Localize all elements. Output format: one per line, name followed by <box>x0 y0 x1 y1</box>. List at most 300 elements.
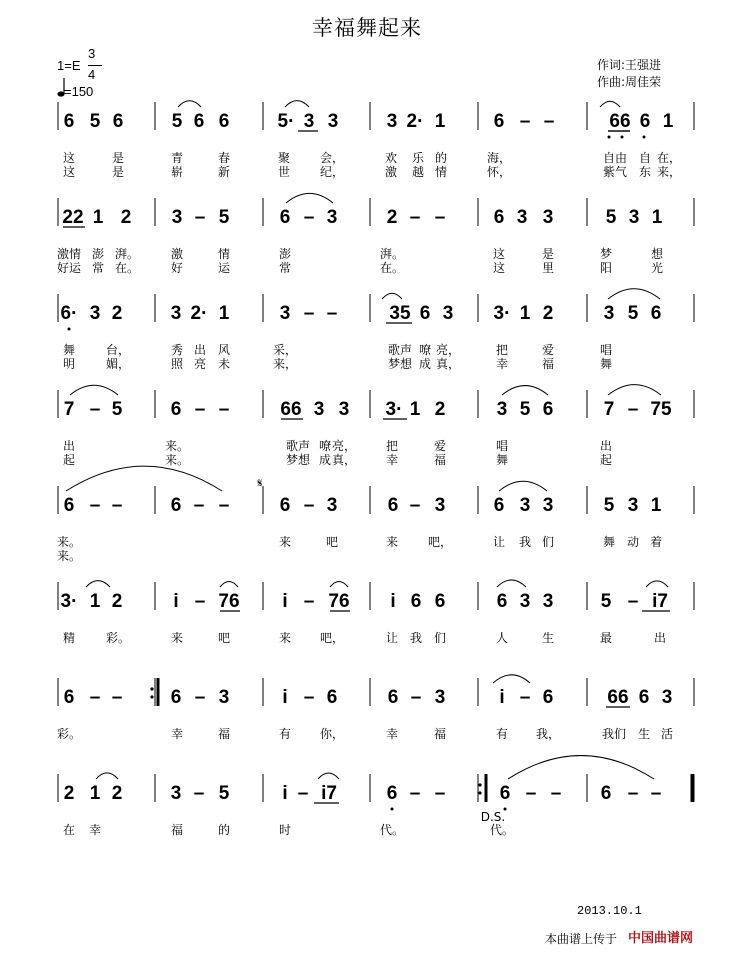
note: 3 <box>542 495 554 516</box>
note: 3 <box>434 687 446 708</box>
time-signature-bottom: 4 <box>88 67 96 82</box>
note: 66 <box>280 399 302 420</box>
note: 6 <box>193 111 205 132</box>
note: 2 <box>386 207 398 228</box>
note: i7 <box>321 783 337 804</box>
note: i <box>282 783 288 804</box>
lyric-verse-1: 让 <box>385 631 399 645</box>
lyric-verse-1: 彩。 <box>105 631 131 645</box>
note: 6 <box>419 303 431 324</box>
note: – <box>543 111 555 132</box>
lyric-verse-2: 情 <box>434 165 448 179</box>
note: 6 <box>434 591 446 612</box>
note: 3 <box>170 783 182 804</box>
tie-arc <box>608 385 661 395</box>
note: 3 <box>279 303 291 324</box>
note: 3· <box>385 399 403 420</box>
lyric-verse-1: 风 <box>217 343 231 357</box>
note: 22 <box>62 207 84 228</box>
note: 3 <box>603 303 615 324</box>
lyric-verse-2: 梦想 <box>285 453 311 467</box>
note: 2 <box>120 207 132 228</box>
note: 3 <box>338 399 350 420</box>
lyric-verse-1: 时 <box>278 823 292 837</box>
lyric-verse-1: 吧， <box>319 631 345 645</box>
lyric-verse-1: 聚 <box>277 151 291 165</box>
note: – <box>218 399 230 420</box>
note: 5 <box>605 207 617 228</box>
lyric-verse-2: 来， <box>656 165 682 179</box>
lyric-verse-1: 湃。 <box>114 247 140 261</box>
lyric-verse-1: 梦 <box>599 247 613 261</box>
lyric-verse-1: 来。 <box>56 535 82 549</box>
lyric-verse-1: 想 <box>650 247 664 261</box>
lyric-verse-1: 舞 <box>602 535 616 549</box>
note: 6 <box>493 207 505 228</box>
lyric-verse-1: 幸 <box>88 823 102 837</box>
tie-arc <box>382 293 402 299</box>
lyric-verse-1: 激情 <box>56 247 82 261</box>
lyric-verse-2: 阳 <box>599 261 613 275</box>
note: – <box>193 495 205 516</box>
note: 5· <box>277 111 295 132</box>
note: i <box>390 591 396 612</box>
lyric-verse-1: 福 <box>170 823 184 837</box>
note: – <box>218 495 230 516</box>
note: 1 <box>662 111 674 132</box>
lyric-verse-2: 好运 <box>56 261 82 275</box>
note: 1 <box>519 303 531 324</box>
lyric-verse-2: 来。 <box>56 549 82 563</box>
note: 7 <box>63 399 75 420</box>
note: 75 <box>650 399 672 420</box>
tie-arc <box>285 101 309 107</box>
tie-arc <box>318 773 339 779</box>
note: – <box>194 687 206 708</box>
tie-arc <box>646 581 668 587</box>
note: 6 <box>410 591 422 612</box>
lyric-verse-1: 的 <box>434 151 448 165</box>
lyric-verse-1: 们 <box>433 631 447 645</box>
lyric-verse-2: 明 <box>62 357 76 371</box>
note: – <box>89 495 101 516</box>
note: 6 <box>63 111 75 132</box>
note: – <box>627 783 639 804</box>
note: – <box>89 399 101 420</box>
note: 1 <box>650 495 662 516</box>
lyric-verse-2: 舞 <box>599 357 613 371</box>
lyric-verse-2: 这 <box>492 261 506 275</box>
lyric-verse-2: 纪， <box>319 165 345 179</box>
note: 3 <box>519 495 531 516</box>
note: i <box>282 591 288 612</box>
note: 3 <box>218 687 230 708</box>
note: 3 <box>326 495 338 516</box>
lyric-verse-2: 好 <box>170 261 184 275</box>
lyric-verse-2: 紫气 <box>602 165 628 179</box>
note: – <box>550 783 562 804</box>
note: 2 <box>111 303 123 324</box>
composer-credit: 作曲:周佳荣 <box>597 75 662 89</box>
lyric-verse-2: 真， <box>331 453 357 467</box>
tie-arc <box>497 580 526 587</box>
note: 1 <box>89 591 101 612</box>
lyric-verse-2: 成 <box>418 357 432 371</box>
note: 2 <box>111 591 123 612</box>
lyric-verse-1: 澎 <box>91 247 105 261</box>
lyric-verse-2: 崭 <box>170 165 184 179</box>
note: 1 <box>434 111 446 132</box>
lyric-verse-1: 爱 <box>433 439 447 453</box>
lyric-verse-1: 动 <box>626 535 640 549</box>
lyric-verse-1: 生 <box>541 631 555 645</box>
site-logo: 中国曲谱网 <box>628 931 694 946</box>
time-signature-top: 3 <box>88 46 96 61</box>
lyric-verse-1: 来 <box>278 631 292 645</box>
lyric-verse-1: 福 <box>433 727 447 741</box>
lyric-verse-1: 来 <box>385 535 399 549</box>
lyric-verse-1: 有 <box>278 727 292 741</box>
note: 6 <box>493 111 505 132</box>
note: 66 <box>609 111 631 132</box>
lyric-verse-1: 最 <box>599 631 613 645</box>
lyric-verse-1: 歌声 <box>285 439 311 453</box>
note: i <box>282 687 288 708</box>
lyric-verse-1: 海， <box>486 151 512 165</box>
note: – <box>410 687 422 708</box>
note: – <box>650 783 662 804</box>
repeat-dot <box>478 783 481 786</box>
lyric-verse-1: 人 <box>495 631 509 645</box>
note: 7 <box>603 399 615 420</box>
lyric-verse-2: 在。 <box>379 261 405 275</box>
note: 6 <box>63 687 75 708</box>
lyric-verse-1: 歌声 <box>387 343 413 357</box>
note: 3 <box>542 207 554 228</box>
lyric-verse-2: 成 <box>318 453 332 467</box>
lyric-verse-1: 情 <box>217 247 231 261</box>
lyric-verse-2: 真， <box>435 357 461 371</box>
note: 6 <box>170 687 182 708</box>
note: 3 <box>313 399 325 420</box>
lyric-verse-1: 激 <box>170 247 184 261</box>
note: 6 <box>326 687 338 708</box>
note: 6 <box>387 687 399 708</box>
lyric-verse-1: 秀 <box>170 343 184 357</box>
note: 1 <box>218 303 230 324</box>
octave-dot <box>68 328 71 331</box>
lyric-verse-2: 运 <box>217 261 231 275</box>
lyric-verse-1: 唱 <box>599 343 613 357</box>
lyric-verse-1: 自 <box>638 151 652 165</box>
note: – <box>303 495 315 516</box>
lyric-verse-1: 这 <box>62 151 76 165</box>
lyric-verse-1: 福 <box>217 727 231 741</box>
note: 2 <box>434 399 446 420</box>
note: 3 <box>496 399 508 420</box>
note: 3 <box>628 207 640 228</box>
note: 6 <box>542 687 554 708</box>
lyric-verse-1: 出 <box>62 439 76 453</box>
note: i <box>499 687 505 708</box>
note: – <box>194 399 206 420</box>
lyric-verse-2: 未 <box>217 357 231 371</box>
lyric-verse-1: 嘹 <box>418 343 432 357</box>
lyric-verse-1: 让 <box>492 535 506 549</box>
note: 76 <box>218 591 240 612</box>
lyric-verse-2: 亮 <box>193 357 207 371</box>
lyric-verse-1: 我们 <box>601 727 627 741</box>
lyric-verse-2: 常 <box>91 261 105 275</box>
octave-dot <box>608 136 611 139</box>
note: 3 <box>661 687 673 708</box>
lyric-verse-1: 代。 <box>379 823 405 837</box>
lyric-verse-1: 把 <box>385 439 399 453</box>
lyric-verse-2: 越 <box>411 165 425 179</box>
lyric-verse-1: 出 <box>599 439 613 453</box>
note: 3 <box>326 207 338 228</box>
note: 1 <box>92 207 104 228</box>
note: – <box>303 303 315 324</box>
lyric-verse-1: 我， <box>535 727 561 741</box>
tempo-marking: =150 <box>64 84 94 99</box>
lyric-verse-1: 台， <box>105 343 131 357</box>
lyric-verse-2: 来， <box>272 357 298 371</box>
lyric-verse-1: 嘹 <box>318 439 332 453</box>
lyric-verse-2: 光 <box>650 261 664 275</box>
lyric-verse-1: 们 <box>541 535 555 549</box>
octave-dot <box>621 136 624 139</box>
note: 5 <box>218 783 230 804</box>
lyric-verse-1: 生 <box>637 727 651 741</box>
lyric-verse-1: 出 <box>193 343 207 357</box>
lyric-verse-1: 有 <box>495 727 509 741</box>
lyric-verse-1: 自由 <box>602 151 628 165</box>
lyric-verse-1: 来。 <box>164 439 190 453</box>
note: 6 <box>499 783 511 804</box>
note: 6 <box>600 783 612 804</box>
note: 6 <box>387 495 399 516</box>
lyric-verse-1: 爱 <box>541 343 555 357</box>
lyric-verse-1: 幸 <box>385 727 399 741</box>
note: – <box>434 207 446 228</box>
lyric-verse-1: 青 <box>170 151 184 165</box>
lyric-verse-2: 梦想 <box>387 357 413 371</box>
note: – <box>297 783 309 804</box>
key-signature: 1=E <box>57 58 81 73</box>
lyric-verse-1: 把 <box>495 343 509 357</box>
lyric-verse-2: 来。 <box>164 453 190 467</box>
note: 3 <box>516 207 528 228</box>
note: – <box>525 783 537 804</box>
lyric-verse-1: 乐 <box>411 151 425 165</box>
note: – <box>434 783 446 804</box>
lyric-verse-1: 亮， <box>331 439 357 453</box>
lyric-verse-1: 来 <box>170 631 184 645</box>
ds-mark: D.S. <box>480 810 506 824</box>
note: 6 <box>112 111 124 132</box>
lyric-verse-1: 吧， <box>427 535 453 549</box>
lyric-verse-2: 世 <box>277 165 291 179</box>
octave-dot <box>643 136 646 139</box>
note: 6 <box>170 495 182 516</box>
tie-arc <box>600 101 620 107</box>
tie-arc <box>502 386 548 395</box>
lyric-verse-1: 这 <box>492 247 506 261</box>
note: 2 <box>111 783 123 804</box>
lyric-verse-2: 新 <box>217 165 231 179</box>
lyric-verse-1: 我 <box>518 535 532 549</box>
lyric-verse-2: 幸 <box>495 357 509 371</box>
note: 3 <box>542 591 554 612</box>
lyric-verse-2: 幸 <box>385 453 399 467</box>
note: – <box>409 495 421 516</box>
note: 6 <box>386 783 398 804</box>
note: – <box>326 303 338 324</box>
note: 6 <box>650 303 662 324</box>
note: 6 <box>493 495 505 516</box>
date-stamp: 2013.10.1 <box>577 904 642 918</box>
note: 6 <box>279 207 291 228</box>
note: 6 <box>170 399 182 420</box>
note: 2· <box>190 303 208 324</box>
note: i7 <box>652 591 668 612</box>
lyric-verse-1: 来 <box>278 535 292 549</box>
tie-arc <box>608 289 660 299</box>
note: 1 <box>651 207 663 228</box>
note: 3 <box>442 303 454 324</box>
repeat-dot <box>150 687 153 690</box>
note: 5 <box>519 399 531 420</box>
note: 6 <box>638 687 650 708</box>
tie-arc <box>66 466 222 491</box>
note: 5 <box>627 303 639 324</box>
note: 6 <box>279 495 291 516</box>
tie-arc <box>493 675 530 683</box>
note: 3· <box>493 303 511 324</box>
lyric-verse-2: 激 <box>384 165 398 179</box>
lyric-verse-2: 福 <box>433 453 447 467</box>
lyric-verse-1: 我 <box>409 631 423 645</box>
note: 3 <box>519 591 531 612</box>
note: 6 <box>218 111 230 132</box>
note: 5 <box>600 591 612 612</box>
tie-arc <box>86 581 110 587</box>
lyric-verse-2: 东 <box>638 165 652 179</box>
note: 35 <box>389 303 411 324</box>
note: – <box>303 207 315 228</box>
note: 3· <box>60 591 78 612</box>
note: 6 <box>639 111 651 132</box>
lyric-verse-1: 出 <box>653 631 667 645</box>
tie-arc <box>178 101 201 107</box>
note: 1 <box>409 399 421 420</box>
lyric-verse-1: 彩。 <box>56 727 82 741</box>
lyric-verse-1: 代。 <box>489 823 515 837</box>
note: 6 <box>63 495 75 516</box>
lyric-verse-1: 舞 <box>62 343 76 357</box>
note: – <box>303 687 315 708</box>
lyric-verse-1: 在 <box>62 823 76 837</box>
tie-arc <box>499 481 547 491</box>
note: – <box>627 591 639 612</box>
lyric-verse-2: 舞 <box>495 453 509 467</box>
note: 3 <box>627 495 639 516</box>
lyric-verse-1: 会， <box>319 151 345 165</box>
note: 6 <box>542 399 554 420</box>
lyric-verse-1: 欢 <box>384 151 398 165</box>
lyric-verse-2: 起 <box>599 453 613 467</box>
note: 3 <box>434 495 446 516</box>
note: – <box>303 591 315 612</box>
note: – <box>519 111 531 132</box>
lyric-verse-1: 亮， <box>435 343 461 357</box>
note: 3 <box>171 207 183 228</box>
lyric-verse-2: 是 <box>111 165 125 179</box>
note: – <box>409 207 421 228</box>
note: – <box>627 399 639 420</box>
note: 2· <box>406 111 424 132</box>
note: 3 <box>303 111 315 132</box>
note: 66 <box>607 687 629 708</box>
note: – <box>519 687 531 708</box>
note: 3 <box>386 111 398 132</box>
note: 5 <box>111 399 123 420</box>
note: 5 <box>89 111 101 132</box>
note: 3 <box>170 303 182 324</box>
lyric-verse-2: 照 <box>170 357 184 371</box>
lyric-verse-1: 你， <box>319 727 345 741</box>
lyric-verse-2: 在。 <box>114 261 140 275</box>
note: – <box>111 687 123 708</box>
song-title: 幸福舞起来 <box>312 16 422 40</box>
lyric-verse-1: 湃。 <box>379 247 405 261</box>
note: – <box>193 783 205 804</box>
note: i <box>173 591 179 612</box>
note: 5 <box>218 207 230 228</box>
repeat-dot <box>478 791 481 794</box>
repeat-dot <box>150 695 153 698</box>
segno-icon: 𝄋 <box>257 476 263 490</box>
lyric-verse-1: 在， <box>656 151 682 165</box>
note: 5 <box>171 111 183 132</box>
lyric-verse-2: 媚， <box>105 357 131 371</box>
tie-arc <box>220 581 238 587</box>
lyric-verse-2: 常 <box>278 261 292 275</box>
note: 76 <box>328 591 350 612</box>
tie-arc <box>96 773 118 779</box>
lyricist-credit: 作词:王强进 <box>597 58 662 72</box>
upload-note: 本曲谱上传于 <box>545 932 618 946</box>
lyric-verse-1: 采， <box>272 343 298 357</box>
note: 1 <box>89 783 101 804</box>
lyric-verse-1: 是 <box>111 151 125 165</box>
tie-arc <box>330 581 348 587</box>
lyric-verse-1: 是 <box>541 247 555 261</box>
note: – <box>194 591 206 612</box>
lyric-verse-2: 里 <box>541 261 555 275</box>
note: – <box>194 207 206 228</box>
note: 2 <box>63 783 75 804</box>
lyric-verse-1: 唱 <box>495 439 509 453</box>
lyric-verse-1: 的 <box>217 823 231 837</box>
note: 2 <box>542 303 554 324</box>
lyric-verse-1: 着 <box>649 535 663 549</box>
tie-arc <box>70 385 118 395</box>
lyric-verse-1: 春 <box>217 151 231 165</box>
note: – <box>409 783 421 804</box>
lyric-verse-2: 这 <box>62 165 76 179</box>
